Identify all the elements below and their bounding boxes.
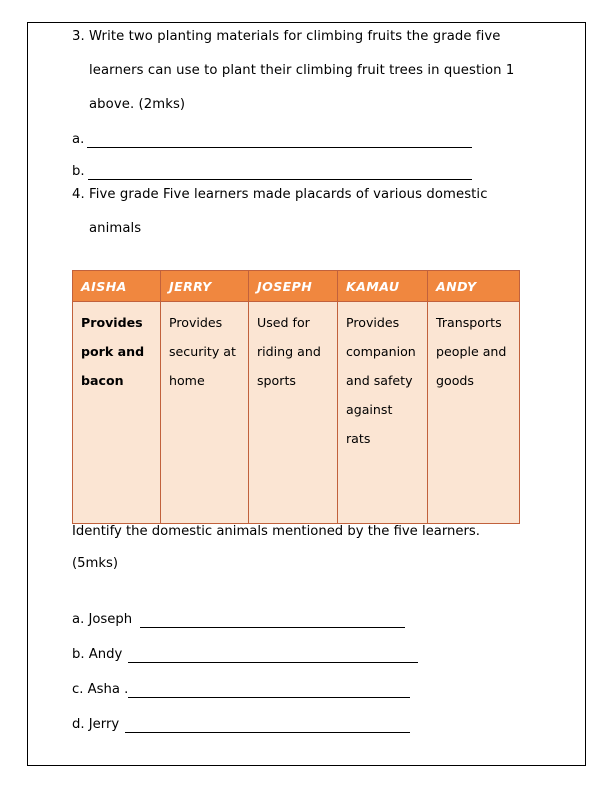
question-4-line-1 (72, 178, 572, 212)
identify-answer-c-label: c. Asha . (72, 682, 129, 697)
identify-answer-b-label: b. Andy (72, 647, 123, 662)
identify-answer-a-rule[interactable] (140, 614, 405, 628)
question-3 (72, 20, 572, 122)
table-header-aisha: AISHA (73, 271, 161, 302)
question-3-answer-a-rule[interactable] (87, 134, 472, 148)
identify-answer-b[interactable] (72, 643, 418, 663)
table-cell-jerry-text: Provides security at home (169, 315, 236, 388)
question-3-answer-a-label: a. (72, 132, 85, 147)
identify-answer-d-label: d. Jerry (72, 717, 120, 732)
table-row (73, 302, 520, 524)
table-cell-kamau-text: Provides companion and safety against rats (346, 315, 416, 446)
identify-answer-b-rule[interactable] (128, 649, 418, 663)
question-3-answer-a[interactable] (72, 128, 472, 148)
identify-prompt-line-2: (5mks) (72, 556, 119, 571)
table-header-kamau: KAMAU (338, 271, 428, 302)
question-3-answer-b-label: b. (72, 164, 85, 179)
table-cell-aisha (73, 302, 161, 524)
question-4-text-1: Five grade Five learners made placards of various domestic (89, 187, 488, 202)
table-header-row (73, 271, 520, 302)
table-header-joseph: JOSEPH (249, 271, 338, 302)
table-cell-joseph (249, 302, 338, 524)
identify-answer-c-rule[interactable] (128, 684, 410, 698)
question-3-text-1: Write two planting materials for climbing fruits the grade five (89, 29, 501, 44)
question-3-text-3: above. (2mks) (89, 97, 186, 112)
question-3-text-2: learners can use to plant their climbing fruit trees in question 1 (89, 63, 515, 78)
identify-answer-d-rule[interactable] (125, 719, 410, 733)
identify-answer-a[interactable] (72, 608, 405, 628)
placards-table (72, 270, 520, 524)
table-cell-kamau (338, 302, 428, 524)
question-4 (72, 178, 572, 246)
table-cell-joseph-text: Used for riding and sports (257, 315, 321, 388)
question-4-text-2: animals (89, 221, 142, 236)
question-3-number: 3. (72, 29, 85, 44)
question-3-line-1 (72, 20, 572, 54)
identify-prompt-line-1: Identify the domestic animals mentioned by the five learners. (72, 524, 480, 539)
question-3-answer-b[interactable] (72, 160, 472, 180)
table-cell-aisha-text: Provides pork and bacon (81, 315, 145, 388)
question-4-number: 4. (72, 187, 85, 202)
identify-answer-d[interactable] (72, 713, 410, 733)
table-header-andy: ANDY (428, 271, 520, 302)
identify-answer-c[interactable] (72, 678, 410, 698)
identify-answer-a-label: a. Joseph (72, 612, 133, 627)
table-cell-jerry (161, 302, 249, 524)
table-header-jerry: JERRY (161, 271, 249, 302)
table-cell-andy (428, 302, 520, 524)
table-cell-andy-text: Transports people and goods (436, 315, 507, 388)
